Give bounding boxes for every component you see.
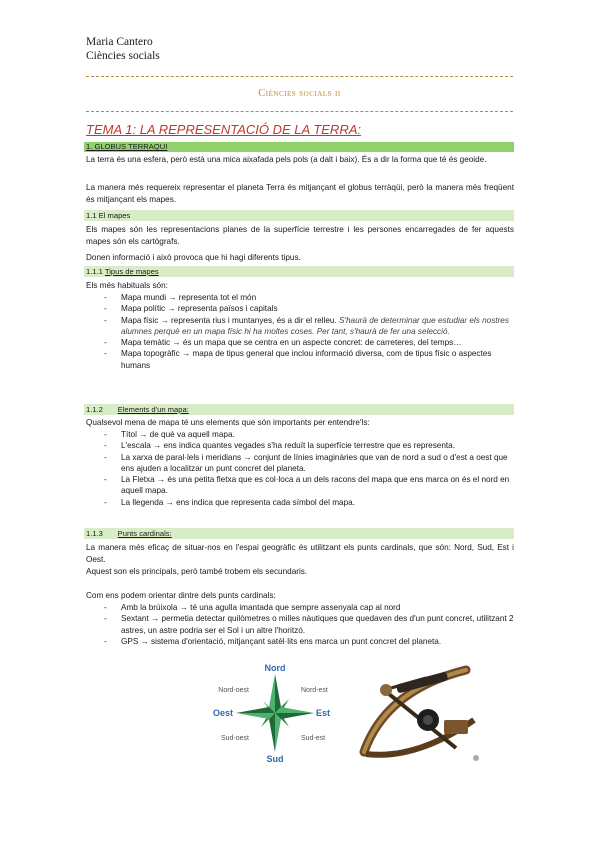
section-1-1-heading: 1.1 El mapes (86, 211, 131, 220)
author-block (86, 35, 160, 63)
compass-rose-image (203, 662, 358, 764)
compass-south-label: Sud (266, 754, 284, 764)
list-item: - GPS → sistema d'orientació, mitjançant satèl·lits ens marca un punt concret del planeta. (104, 636, 514, 647)
author-subject: Ciències socials (86, 50, 160, 62)
section-1-1-highlight (84, 210, 514, 221)
list-item: - Mapa mundi → representa tot el món (104, 292, 514, 303)
section-1-1-2-intro: Qualsevol mena de mapa té uns elements que són importants per entendre'ls: (86, 418, 370, 427)
section-1-1-3-p1: La manera més eficaç de situar-nos en l'espai geogràfic és utilitzant els punts cardinals, que són: Nord, Sud, Est i Oest. (86, 543, 514, 564)
section-1-1-p2: Donen informació i això provoca que hi hagi diferents tipus. (86, 253, 301, 262)
list-item: - Mapa temàtic → és un mapa que se centra en un aspecte concret: de carreteres, del temps… (104, 337, 514, 348)
section-1-1-p1: Els mapes són les representacions planes de la superfície terrestre i les persones encarregades de fer aquests mapes són els cartògrafs. (86, 225, 514, 246)
section-1-p2: La manera més requereix representar el planeta Terra és mitjançant el globus terràqüi, però la manera més freqüent és mitjançant els mapes. (86, 183, 514, 204)
compass-west-label: Oest (212, 708, 233, 718)
compass-sw-label: Sud-oest (220, 735, 249, 742)
list-item: - La Fletxa → és una petita fletxa que es col·loca a un dels racons del mapa que ens marca on és el nord en aquell mapa. (104, 474, 514, 497)
section-1-1-1-heading: 1.1.1 Tipus de mapes (86, 267, 159, 276)
list-item: - Mapa físic → representa rius i muntanyes, és a dir el relleu. S'haurà de determinar que estudiar els nostres alumnes perquè en un mapa físic hi ha moltes coses. Per tant, s'haurà de fer una selecció. (104, 315, 514, 338)
section-1-1-3-p3: Com ens podem orientar dintre dels punts cardinals: (86, 591, 276, 600)
list-item: - La xarxa de paral·lels i meridians → conjunt de línies imaginàries que van de nord a sud o d'est a oest que ens ajuden a localitzar un punt concret del planeta. (104, 452, 514, 475)
map-elements-list (104, 429, 514, 508)
list-item: - Sextant → permetia detectar quilòmetres o milles nàutiques que quedaven des d'un punt concret, utilitzant 2 astres, un astre podria ser el Sol i un altre l'horitzó. (104, 613, 514, 636)
divider-bottom (86, 111, 513, 112)
compass-nw-label: Nord-oest (218, 687, 249, 694)
compass-north-label: Nord (264, 663, 286, 673)
list-item: - Títol → de què va aquell mapa. (104, 429, 514, 440)
sextant-image (356, 660, 486, 766)
section-1-1-3-p2: Aquest son els principals, però també trobem els secundaris. (86, 567, 308, 576)
tema-title: TEMA 1: LA REPRESENTACIÓ DE LA TERRA: (86, 122, 361, 137)
list-item: - La llegenda → ens indica que representa cada símbol del mapa. (104, 497, 514, 508)
orientation-list (104, 602, 514, 647)
section-1-heading: 1. GLOBUS TERRAQUI (86, 142, 168, 151)
section-1-p1: La terra és una esfera, però està una mica aixafada pels pols (a dalt i baix). És a dir la forma que té és geoide. (86, 155, 487, 164)
section-1-1-2-heading: 1.1.2 Elements d'un mapa: (86, 405, 189, 414)
list-item: - Mapa polític → representa països i capitals (104, 303, 514, 314)
compass-se-label: Sud-est (301, 735, 326, 742)
section-1-1-1-intro: Els més habituals són: (86, 281, 168, 290)
divider-top (86, 76, 513, 77)
section-1-1-3-heading: 1.1.3 Punts cardinals: (86, 529, 172, 538)
map-types-list (104, 292, 514, 371)
compass-ne-label: Nord-est (301, 687, 328, 694)
compass-east-label: Est (316, 708, 331, 718)
list-item: - Amb la brúixola → té una agulla imantada que sempre assenyala cap al nord (104, 602, 514, 613)
author-name: Maria Cantero (86, 36, 153, 48)
list-item: - Mapa topogràfic → mapa de tipus general que inclou informació diversa, com de tipus físic o aspectes humans (104, 348, 514, 371)
list-item: - L'escala → ens indica quantes vegades s'ha reduït la superfície terrestre que es representa. (104, 440, 514, 451)
course-title: Ciències socials ii (258, 88, 341, 99)
